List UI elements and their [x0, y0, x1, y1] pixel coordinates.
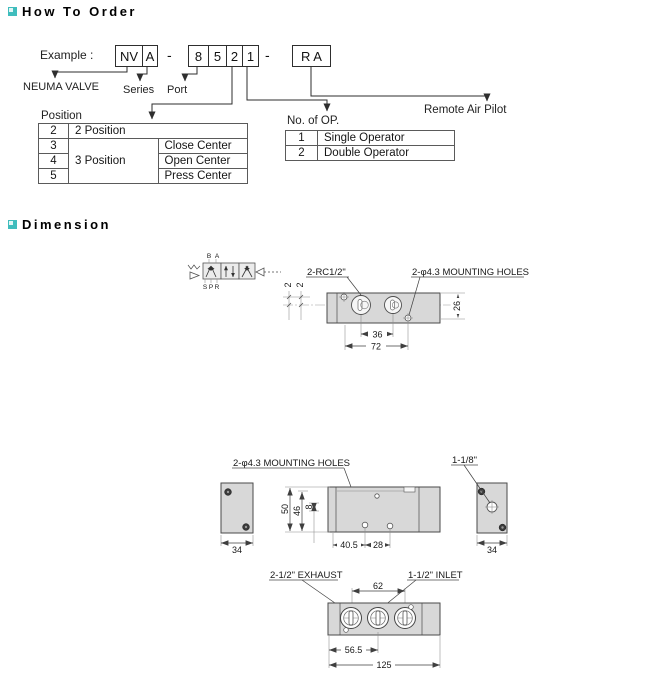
- symbol-port-a: A: [214, 253, 220, 260]
- position-code: 2: [39, 124, 69, 139]
- table-row: [39, 139, 248, 154]
- section-bullet-icon: [8, 220, 17, 229]
- table-row: [286, 146, 455, 161]
- op-label: Double Operator: [318, 146, 455, 161]
- symbol-port-r: R: [214, 284, 220, 291]
- leader-op: [247, 66, 327, 111]
- position-group: 2 Position: [69, 124, 248, 139]
- symbol-port-b: B: [206, 253, 212, 260]
- leader-remote-air-pilot: [311, 66, 487, 101]
- leader-series: [140, 66, 147, 81]
- position-group: 3 Position: [69, 139, 159, 184]
- bottom-view-drawing: [269, 570, 463, 670]
- inlet-port-center: [368, 608, 389, 629]
- code-cell-2: 2: [226, 46, 242, 66]
- op-table-title: No. of OP.: [287, 115, 340, 127]
- dim-2b: 2: [295, 282, 305, 288]
- code-cell-1: 1: [242, 46, 258, 66]
- code-separator-2: -: [265, 47, 270, 63]
- dim-26: 26: [452, 300, 462, 312]
- code-separator-1: -: [167, 47, 172, 63]
- pilot-triangle-icon: [190, 272, 199, 279]
- op-table: [285, 130, 455, 161]
- how-to-order-title-text: How To Order: [22, 4, 137, 19]
- callout-port: Port: [167, 84, 188, 96]
- side-view-holes-label: 2-φ4.3 MOUNTING HOLES: [233, 458, 351, 469]
- symbol-port-p: P: [208, 284, 214, 291]
- valve-schematic-symbol: [188, 253, 281, 291]
- mounting-hole: [387, 523, 393, 529]
- position-code: 5: [39, 169, 69, 184]
- op-label: Single Operator: [318, 131, 455, 146]
- code-cell-5: 5: [208, 46, 226, 66]
- end-view-drawing: [451, 455, 507, 555]
- mounting-hole: [409, 605, 414, 610]
- remote-pilot-triangle-icon: [256, 268, 264, 276]
- code-cell-a: A: [142, 46, 157, 66]
- exhaust-port-left: [341, 608, 362, 629]
- exhaust-label: 2-1/2" EXHAUST: [270, 570, 343, 581]
- position-table: [38, 123, 248, 184]
- dim-50: 50: [280, 503, 290, 515]
- position-detail: Close Center: [158, 139, 248, 154]
- op-code: 1: [286, 131, 318, 146]
- mounting-hole: [344, 628, 349, 633]
- spring-icon: [188, 265, 200, 269]
- callout-neuma-valve: NEUMA VALVE: [23, 81, 100, 93]
- mounting-hole: [362, 522, 368, 528]
- code-cell-nv: NV: [119, 48, 139, 64]
- example-label: Example :: [40, 48, 94, 62]
- dimension-drawings: [0, 240, 650, 674]
- position-code: 4: [39, 154, 69, 169]
- mounting-hole: [375, 494, 379, 498]
- leader-neuma-valve: [55, 66, 127, 78]
- position-table-title: Position: [41, 110, 82, 122]
- table-row: [39, 124, 248, 139]
- code-cell-ra: R A: [301, 48, 322, 64]
- dim-125: 125: [376, 660, 392, 670]
- dim-2a: 2: [283, 282, 293, 288]
- callout-remote-air-pilot: Remote Air Pilot: [424, 104, 507, 116]
- code-cell-8: 8: [194, 48, 203, 64]
- position-detail: Press Center: [158, 169, 248, 184]
- dim-36: 36: [372, 329, 383, 340]
- dim-34-left: 34: [231, 545, 243, 555]
- dim-34-right: 34: [486, 545, 498, 555]
- end-view-port-label: 1-1/8": [452, 455, 478, 466]
- table-row: [286, 131, 455, 146]
- exhaust-port-right: [395, 608, 416, 629]
- position-detail: Open Center: [158, 154, 248, 169]
- dim-8: 8: [304, 504, 314, 510]
- symbol-port-s: S: [202, 284, 208, 291]
- inlet-label: 1-1/2" INLET: [408, 570, 463, 581]
- position-code: 3: [39, 139, 69, 154]
- dim-62: 62: [372, 581, 384, 591]
- dim-56-5: 56.5: [344, 645, 363, 655]
- dim-28: 28: [372, 540, 384, 550]
- dimension-title: [8, 217, 111, 232]
- op-code: 2: [286, 146, 318, 161]
- callout-series: Series: [123, 84, 155, 96]
- dim-46: 46: [292, 505, 302, 517]
- top-view-port-label: 2-RC1/2": [307, 267, 346, 278]
- dimension-title-text: Dimension: [22, 217, 111, 232]
- leader-port: [185, 66, 197, 81]
- dim-72: 72: [370, 341, 382, 352]
- side-view-drawing: [221, 458, 440, 555]
- dim-40-5: 40.5: [340, 540, 358, 550]
- top-view-holes-label: 2-φ4.3 MOUNTING HOLES: [412, 267, 530, 278]
- top-view-drawing: [283, 267, 529, 352]
